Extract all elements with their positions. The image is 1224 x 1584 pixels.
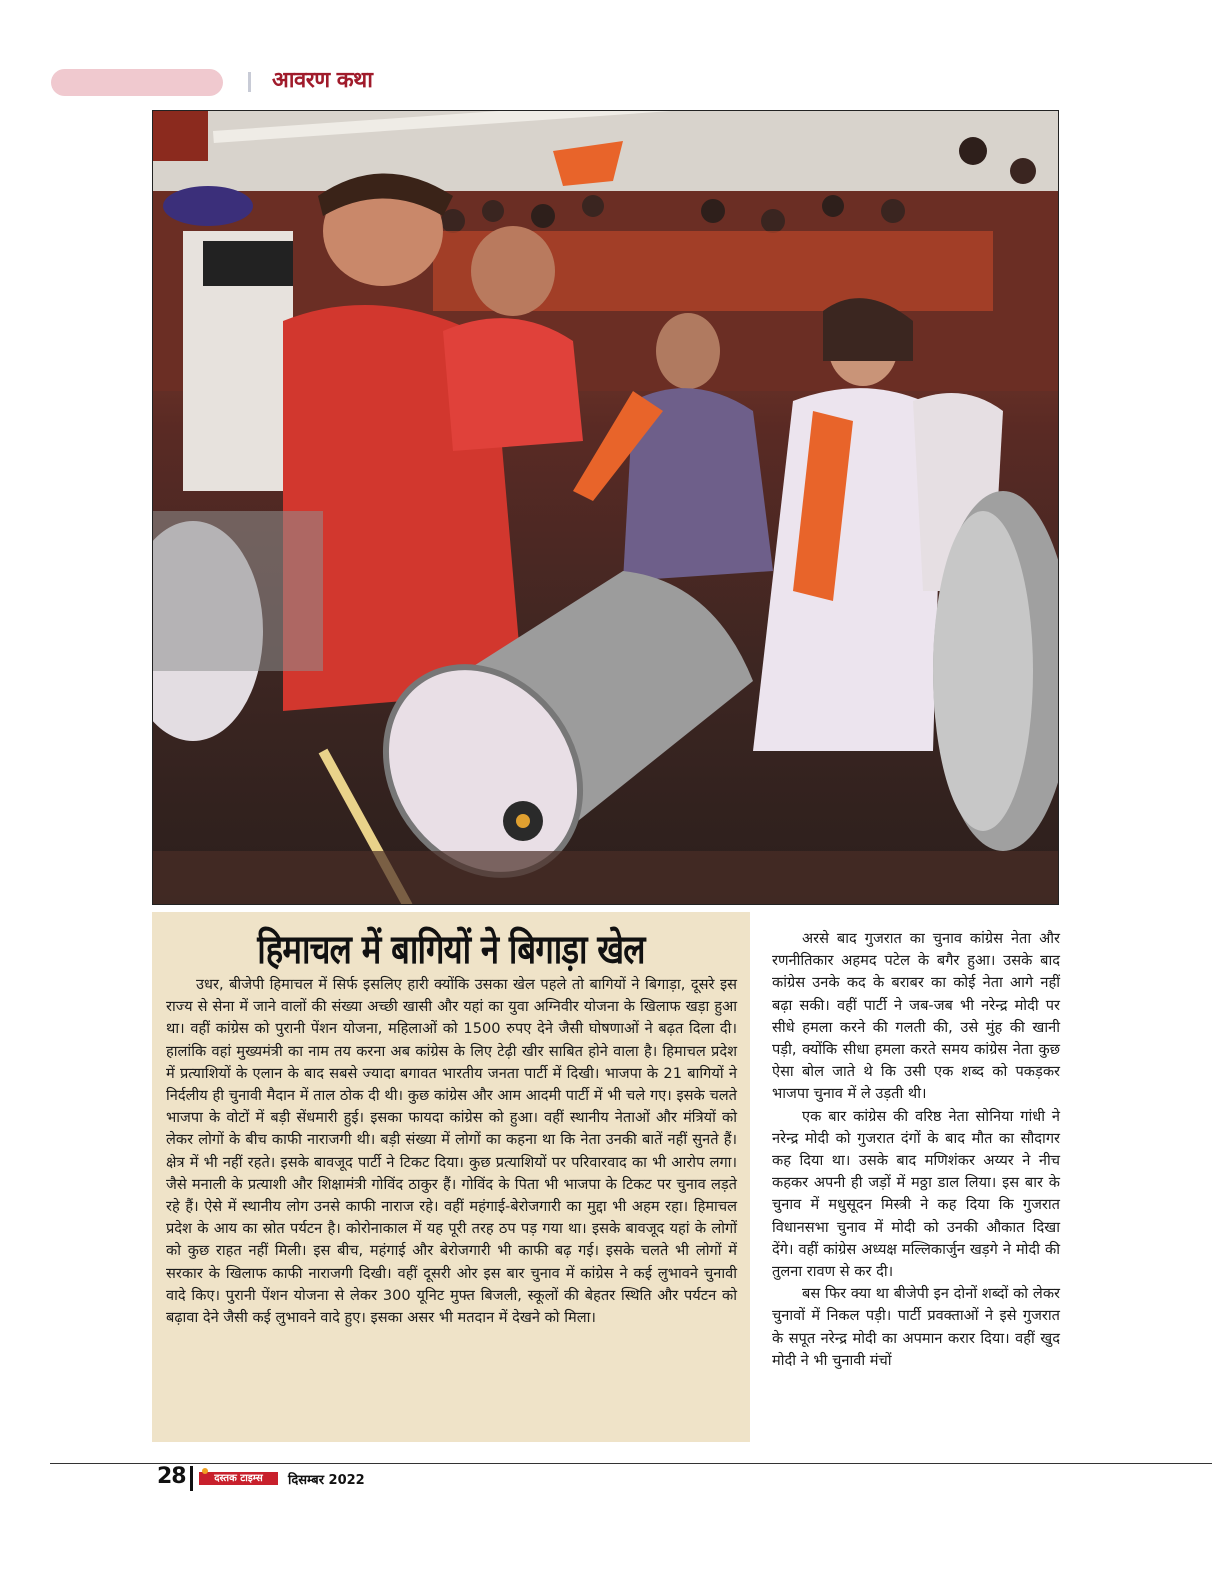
paragraph: उधर, बीजेपी हिमाचल में सिर्फ इसलिए हारी क्योंकि उसका खेल पहले तो बागियों ने बिगाड़ा, दूसरे इस राज्य से सेना में जाने वालों की संख्या अच्छी खासी और यहां का युवा अग्निवीर योजना के खिलाफ खड़ा हुआ था। वहीं कांग्रेस को पुरानी पेंशन योजना, महिलाओं को 1500 रुपए देने जैसी घोषणाओं ने बढ़त दिला दी। हालांकि वहां मुख्यमंत्री का नाम तय करना अब कांग्रेस के लिए टेढ़ी खीर साबित होने वाला है। हिमाचल प्रदेश में प्रत्याशियों के एलान के बाद सबसे ज्यादा बगावत भारतीय जनता पार्टी में दिखी। भाजपा के 21 बागियों ने निर्दलीय ही चुनावी मैदान में ताल ठोक दी थी। कुछ कांग्रेस और आम आदमी पार्टी में भी चले गए। इसके चलते भाजपा के वोटों में बड़ी सेंधमारी हुई। इसका फायदा कांग्रेस को हुआ। वहीं स्थानीय नेताओं और मंत्रियों को लेकर लोगों के बीच काफी नाराजगी थी। बड़ी संख्या में लोगों का कहना था कि नेता उनकी बातें नहीं सुनते हैं। क्षेत्र में भी नहीं रहते। इसके बावजूद पार्टी ने टिकट दिया। कुछ प्रत्याशियों पर परिवारवाद का भी आरोप लगा। जैसे मनाली के प्रत्याशी और शिक्षामंत्री गोविंद ठाकुर हैं। गोविंद के पिता भी भाजपा के टिकट पर चुनाव लड़ते रहे हैं। ऐसे में स्थानीय लोग उनसे काफी नाराज रहे। वहीं महंगाई-बेरोजगारी का मुद्दा भी अहम रहा। हिमाचल प्रदेश के आय का स्रोत पर्यटन है। कोरोनाकाल में यह पूरी तरह ठप पड़ गया था। इसके बावजूद यहां के लोगों को कुछ राहत नहीं मिली। इस बीच, महंगाई और बेरोजगारी भी काफी बढ़ गई। इसके चलते भी लोगों में सरकार के खिलाफ काफी नाराजगी दिखी। वहीं दूसरी ओर इस बार चुनाव में कांग्रेस ने कई लुभावने चुनावी वादे किए। पुरानी पेंशन योजना से लेकर 300 यूनिट मुफ्त बिजली, स्कूलों की बेहतर स्थिति और पर्यटन को बढ़ावा देने जैसी कई लुभावने वादे हुए। इसका असर भी मतदान में देखने को मिला। <box>166 976 737 1327</box>
photo-illustration <box>153 111 1059 905</box>
footer-separator <box>190 1466 193 1491</box>
cameraman-cap <box>163 186 253 226</box>
section-label: आवरण कथा <box>272 68 373 93</box>
article-box <box>152 912 750 1442</box>
paragraph: एक बार कांग्रेस की वरिष्ठ नेता सोनिया गांधी ने नरेन्द्र मोदी को गुजरात दंगों के बाद मौत का सौदागर कह दिया था। उसके बाद मणिशंकर अय्यर ने नीच कहकर अपनी ही जड़ों में मठ्ठा डाल लिया। इस बार के चुनाव में मधुसूदन मिस्त्री ने कह दिया कि गुजरात विधानसभा चुनाव में मोदी को उनकी औकात दिखा देंगे। वहीं कांग्रेस अध्यक्ष मल्लिकार्जुन खड़गे ने मोदी की तुलना रावण से कर दी। <box>772 1107 1060 1281</box>
right-drum-head <box>933 511 1033 831</box>
article-right-column <box>772 928 1060 1372</box>
footer-rule <box>50 1463 1212 1464</box>
article-left-column <box>166 974 737 1329</box>
cover-photo <box>152 110 1059 905</box>
masthead-dot-icon <box>202 1468 208 1474</box>
section-separator <box>248 72 251 92</box>
magazine-masthead-logo: दस्तक टाइम्स <box>199 1472 278 1485</box>
umbrella-fringe <box>153 111 208 161</box>
second-man-kurta <box>443 318 583 451</box>
left-drum-body <box>153 511 323 671</box>
issue-date: दिसम्बर 2022 <box>288 1473 365 1488</box>
section-pill-decoration <box>51 69 223 96</box>
page-number: 28 <box>157 1464 186 1489</box>
second-man-face <box>471 226 555 316</box>
video-camera <box>203 241 293 286</box>
paragraph: अरसे बाद गुजरात का चुनाव कांग्रेस नेता और रणनीतिकार अहमद पटेल के बगैर हुआ। उसके बाद कांग्रेस उनके कद के बराबर का कोई नेता आगे नहीं बढ़ा सकी। वहीं पार्टी ने जब-जब भी नरेन्द्र मोदी पर सीधे हमला करने की गलती की, उसे मुंह की खानी पड़ी, क्योंकि सीधा हमला करते समय कांग्रेस नेता कुछ ऐसा बोल जाते थे कि उसी एक शब्द को पकड़कर भाजपा चुनाव में ले उड़ती थी। <box>772 930 1060 1103</box>
dancer-purple-face <box>656 313 720 389</box>
article-headline: हिमाचल में बागियों ने बिगाड़ा खेल <box>257 927 645 973</box>
paragraph: बस फिर क्या था बीजेपी इन दोनों शब्दों को लेकर चुनावों में निकल पड़ी। पार्टी प्रवक्ताओं ने इसे गुजरात के सपूत नरेन्द्र मोदी का अपमान करार दिया। वहीं खुद मोदी ने भी चुनावी मंचों <box>772 1285 1060 1369</box>
floor <box>153 851 1059 905</box>
